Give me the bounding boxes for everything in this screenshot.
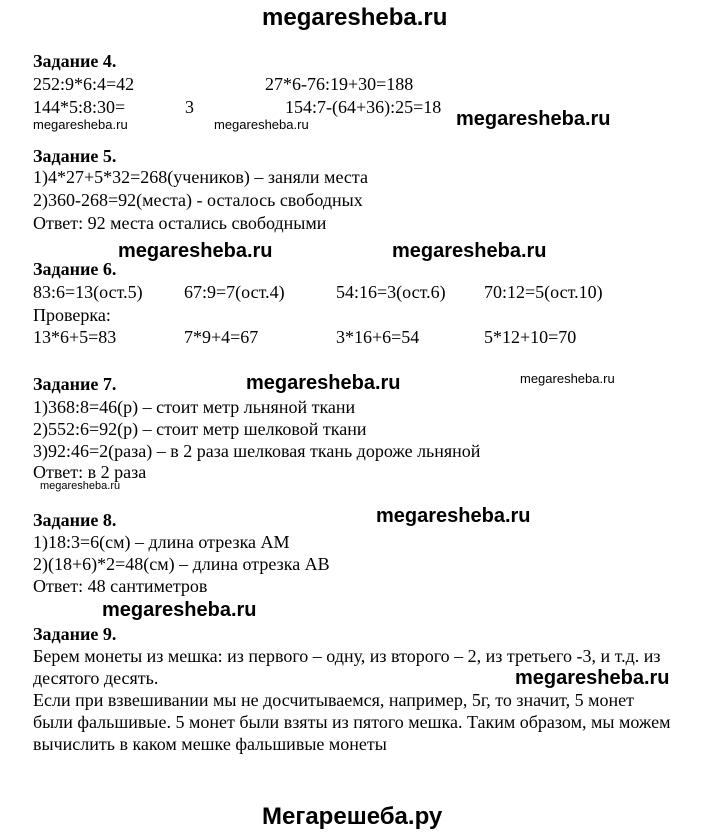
task5-line1: 1)4*27+5*32=268(учеников) – заняли места — [33, 167, 368, 187]
task8-line1: 1)18:3=6(см) – длина отрезка АМ — [33, 532, 290, 552]
task4-eq2: 27*6-76:19+30=188 — [265, 74, 414, 94]
watermark: megaresheba.ru — [520, 371, 615, 386]
task7-answer: Ответ: в 2 раза — [33, 462, 147, 482]
task8-line2: 2)(18+6)*2=48(см) – длина отрезка АВ — [33, 554, 330, 574]
task7-line2: 2)552:6=92(р) – стоит метр шелковой ткани — [33, 419, 367, 439]
task4-heading: Задание 4. — [33, 51, 117, 71]
watermark: megaresheba.ru — [102, 599, 257, 621]
task6-check: 13*6+5=83 — [33, 327, 117, 347]
task8-heading: Задание 8. — [33, 510, 117, 530]
watermark: megaresheba.ru — [40, 480, 121, 492]
site-title: megaresheba.ru — [262, 4, 448, 31]
task4-eq4: 154:7-(64+36):25=18 — [285, 97, 442, 117]
task6-check-label: Проверка: — [33, 305, 111, 325]
watermark: megaresheba.ru — [456, 108, 611, 130]
watermark: megaresheba.ru — [246, 372, 401, 394]
task7-heading: Задание 7. — [33, 374, 117, 394]
task9-paragraph2: Если при взвешивании мы не досчитываемся, например, 5г, то значит, 5 монет были фальшивые. 5 монет были взяты из пятого мешка. Таким образом, мы можем вычислить в каком мешке фальшивые монеты — [33, 690, 671, 754]
task6-division: 70:12=5(ост.10) — [484, 282, 603, 302]
task5-answer: Ответ: 92 места остались свободными — [33, 213, 327, 233]
task4-eq3: 144*5:8:30= — [33, 97, 126, 117]
task6-check: 3*16+6=54 — [336, 327, 420, 347]
task8-answer: Ответ: 48 сантиметров — [33, 576, 208, 596]
task6-heading: Задание 6. — [33, 259, 117, 279]
task6-division: 67:9=7(ост.4) — [184, 282, 285, 302]
task4-eq1: 252:9*6:4=42 — [33, 74, 135, 94]
task9-paragraph1: Берем монеты из мешка: из первого – одну, из второго – 2, из третьего -3, и т.д. из десятого десять. — [33, 646, 661, 688]
task5-line2: 2)360-268=92(места) - осталось свободных — [33, 190, 363, 210]
watermark: megaresheba.ru — [376, 505, 531, 527]
watermark: megaresheba.ru — [392, 240, 547, 262]
watermark: megaresheba.ru — [33, 117, 128, 132]
task6-check: 5*12+10=70 — [484, 327, 577, 347]
footer-title: Мегарешеба.ру — [262, 803, 443, 830]
task4-eq3-result: 3 — [185, 97, 194, 117]
task6-division: 54:16=3(ост.6) — [336, 282, 446, 302]
task7-line1: 1)368:8=46(р) – стоит метр льняной ткани — [33, 397, 356, 417]
task7-line3: 3)92:46=2(раза) – в 2 раза шелковая ткань дороже льняной — [33, 441, 481, 461]
watermark: megaresheba.ru — [118, 240, 273, 262]
task5-heading: Задание 5. — [33, 146, 117, 166]
task6-division: 83:6=13(ост.5) — [33, 282, 143, 302]
watermark: megaresheba.ru — [214, 117, 309, 132]
watermark: megaresheba.ru — [515, 667, 670, 689]
task6-check: 7*9+4=67 — [184, 327, 259, 347]
task9-heading: Задание 9. — [33, 624, 117, 644]
